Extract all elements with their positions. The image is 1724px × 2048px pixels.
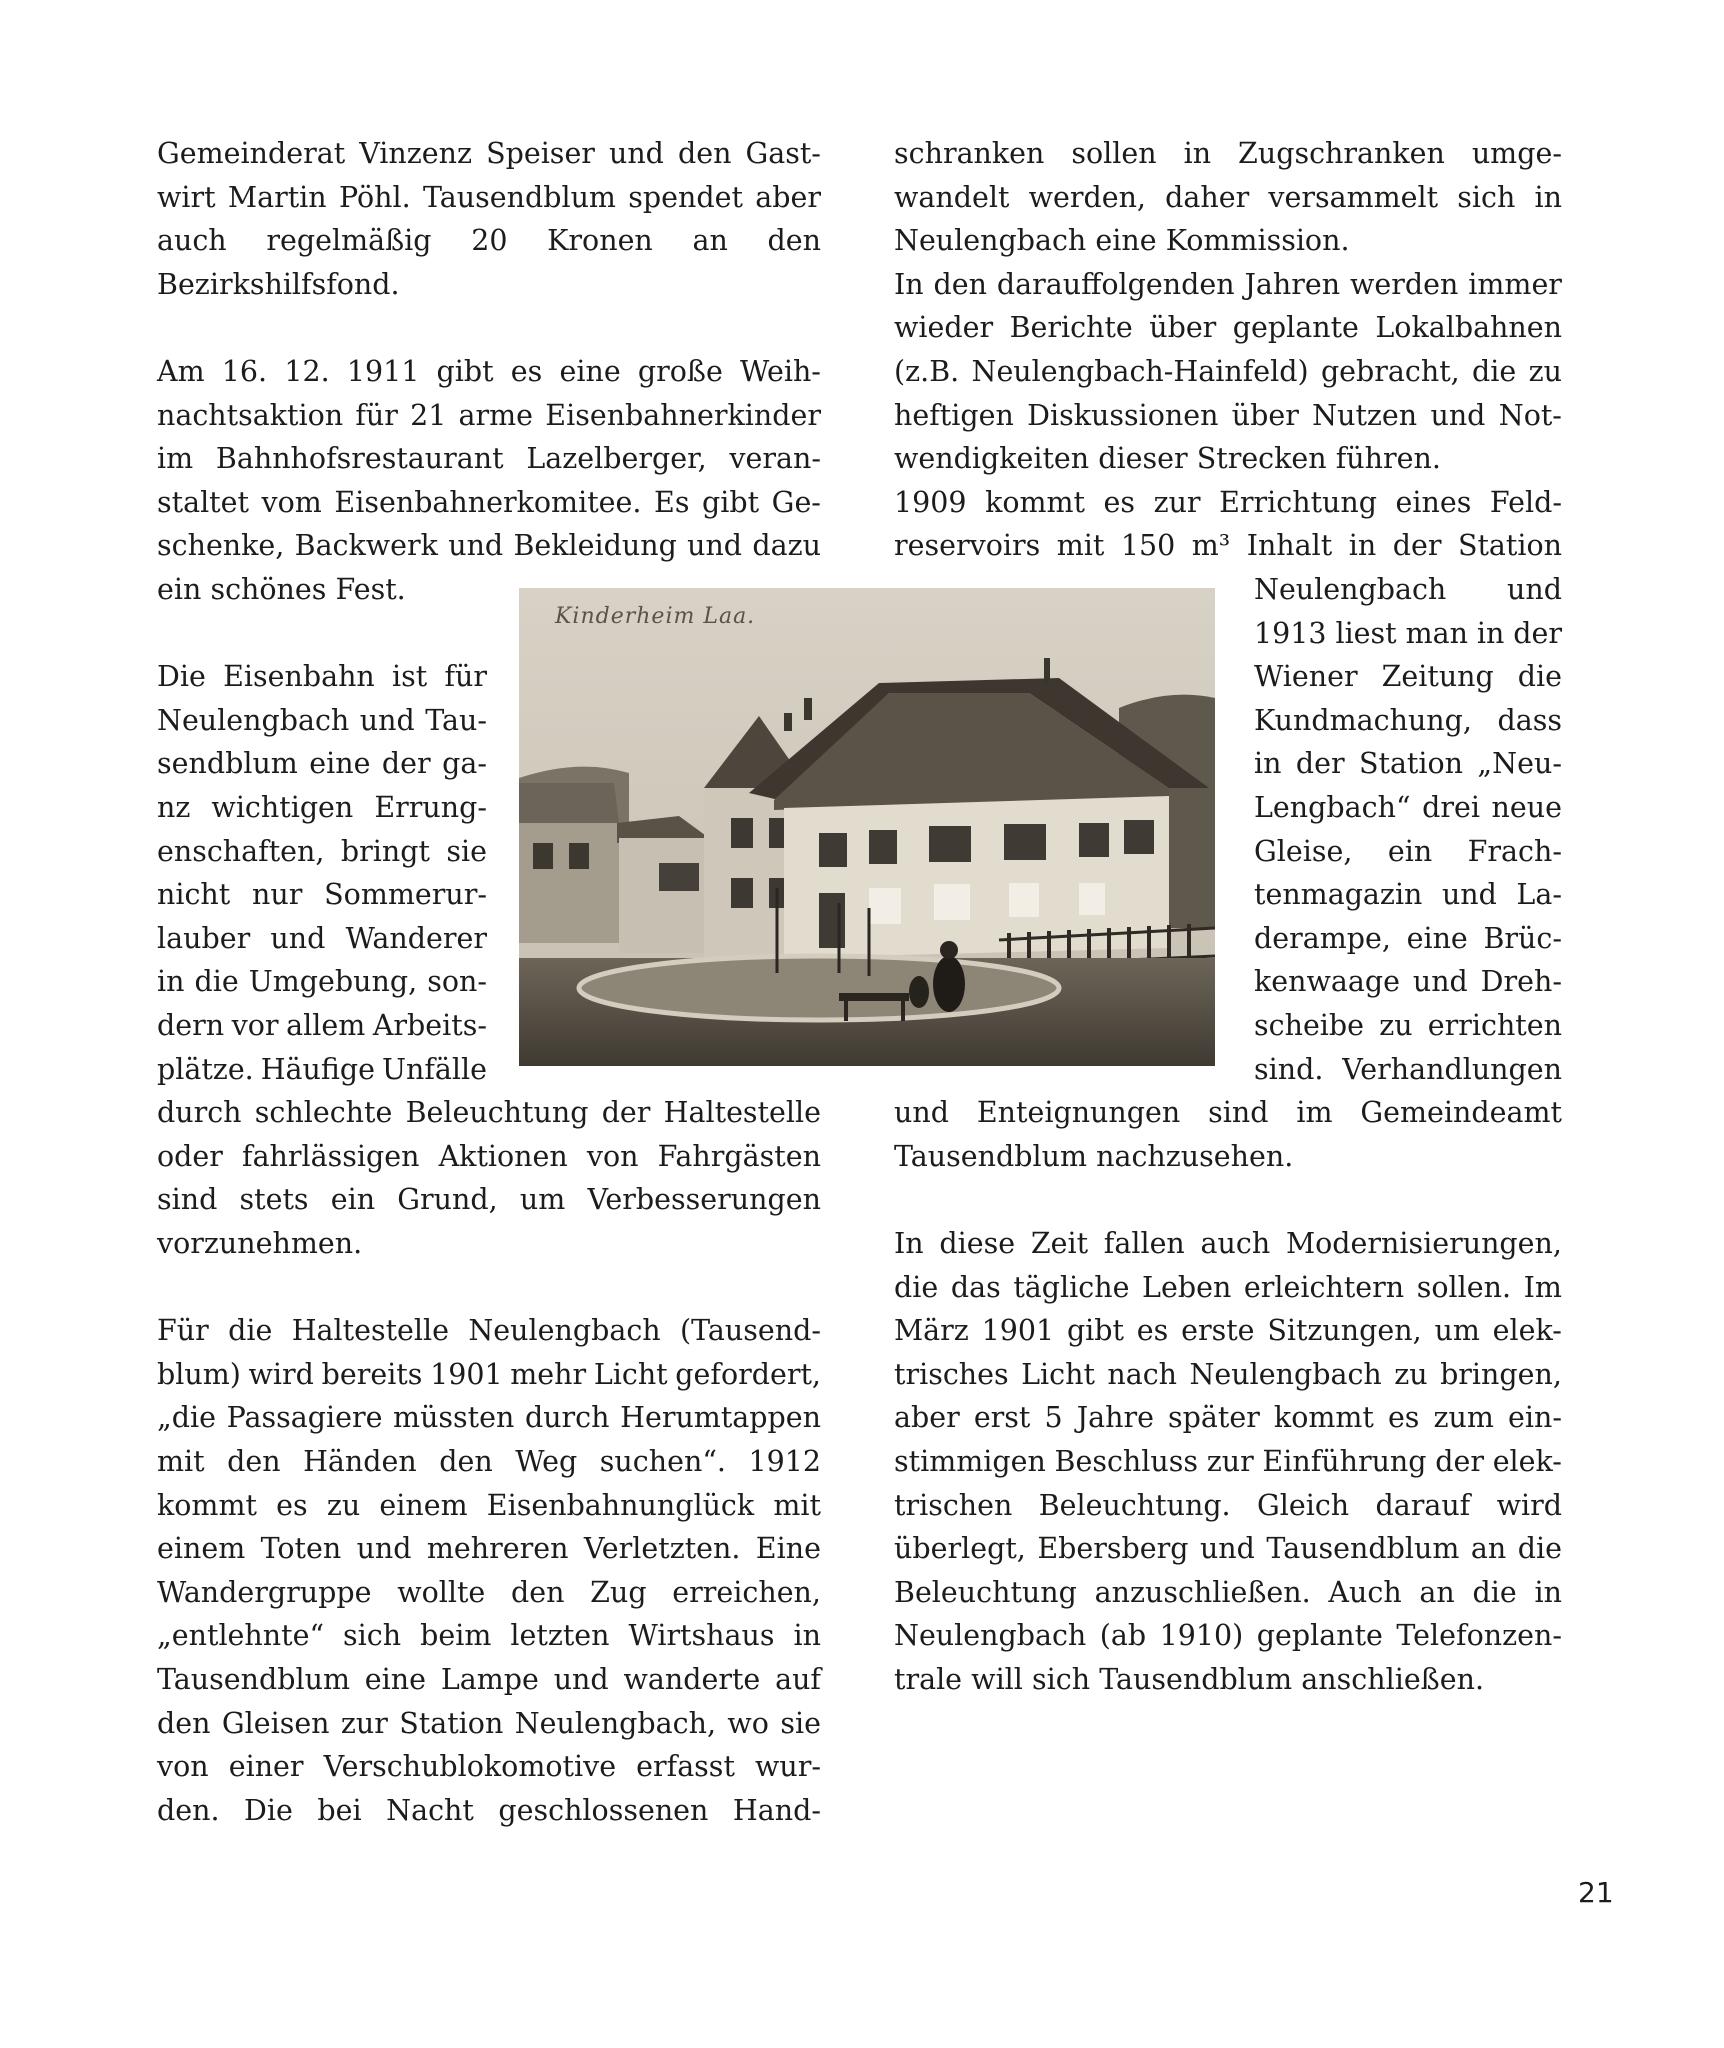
left-text-line: nicht nur Sommerur- [157,878,487,911]
left-text-line: Am 16. 12. 1911 gibt es eine große Weih- [157,355,821,388]
right-text-line: trale will sich Tausendblum anschließen. [894,1663,1485,1696]
left-text-line: Gemeinderat Vinzenz Speiser und den Gast- [157,137,821,170]
right-text-line: schranken sollen in Zugschranken umge- [894,137,1562,170]
left-text-line: nachtsaktion für 21 arme Eisenbahnerkinder [157,399,821,432]
left-text-line: „die Passagiere müssten durch Herumtappen [157,1401,821,1434]
left-text-line: den. Die bei Nacht geschlossenen Hand- [157,1794,821,1827]
left-text-line: durch schlechte Beleuchtung der Haltestelle [157,1096,821,1129]
left-text-line: schenke, Backwerk und Bekleidung und dazu [157,529,821,562]
left-text-line: staltet vom Eisenbahnerkomitee. Es gibt Ge- [157,486,821,519]
left-text-line: Neulengbach und Tau- [157,704,487,737]
right-text-line: reservoirs mit 150 m³ Inhalt in der Station [894,529,1562,562]
right-text-line: In diese Zeit fallen auch Modernisierungen, [894,1227,1562,1260]
right-text-line: wendigkeiten dieser Strecken führen. [894,442,1441,475]
photo-illustration [519,588,1215,1066]
right-text-line: tenmagazin und La- [1254,878,1562,911]
historic-photo-kinderheim [519,588,1215,1066]
right-text-line: in der Station „Neu- [1254,747,1562,780]
right-text-line: trischen Beleuchtung. Gleich darauf wird [894,1489,1562,1522]
left-text-line: Für die Haltestelle Neulengbach (Tausend- [157,1314,821,1347]
left-text-line: blum) wird bereits 1901 mehr Licht gefordert, [157,1358,821,1391]
left-text-line: Wandergruppe wollte den Zug erreichen, [157,1576,821,1609]
right-text-line: Neulengbach und [1254,573,1562,606]
left-text-line: nz wichtigen Errung- [157,791,487,824]
left-text-line: enschaften, bringt sie [157,835,487,868]
left-text-line: „entlehnte“ sich beim letzten Wirtshaus in [157,1619,821,1652]
right-text-line: 1909 kommt es zur Errichtung eines Feld- [894,486,1562,519]
left-text-line: ein schönes Fest. [157,573,406,606]
right-text-line: Lengbach“ drei neue [1254,791,1562,824]
left-text-line: dern vor allem Arbeits- [157,1009,487,1042]
left-text-line: Bezirkshilfsfond. [157,268,400,301]
left-text-line: vorzunehmen. [157,1227,363,1260]
left-text-line: Die Eisenbahn ist für [157,660,487,693]
right-text-line: aber erst 5 Jahre später kommt es zum ein- [894,1401,1562,1434]
right-text-line: Tausendblum nachzusehen. [894,1140,1294,1173]
right-text-line: stimmigen Beschluss zur Einführung der elek- [894,1445,1562,1478]
left-text-line: oder fahrlässigen Aktionen von Fahrgästen [157,1140,821,1173]
right-text-line: In den darauffolgenden Jahren werden immer [894,268,1562,301]
right-text-line: sind. Verhandlungen [1254,1053,1562,1086]
left-text-line: den Gleisen zur Station Neulengbach, wo sie [157,1707,821,1740]
right-text-line: (z.B. Neulengbach-Hainfeld) gebracht, die zu [894,355,1562,388]
left-text-line: plätze. Häufige Unfälle [157,1053,487,1086]
right-text-line: heftigen Diskussionen über Nutzen und Not- [894,399,1562,432]
right-text-line: die das tägliche Leben erleichtern sollen. Im [894,1271,1562,1304]
right-text-line: und Enteignungen sind im Gemeindeamt [894,1096,1562,1129]
left-text-line: wirt Martin Pöhl. Tausendblum spendet aber [157,181,821,214]
right-text-line: März 1901 gibt es erste Sitzungen, um elek- [894,1314,1562,1347]
right-text-line: Neulengbach eine Kommission. [894,224,1350,257]
right-text-line: kenwaage und Dreh- [1254,965,1562,998]
left-text-line: sendblum eine der ga- [157,747,487,780]
right-text-line: trisches Licht nach Neulengbach zu bringen, [894,1358,1562,1391]
page-number: 21 [1578,1876,1614,1909]
left-text-line: mit den Händen den Weg suchen“. 1912 [157,1445,821,1478]
left-text-line: im Bahnhofsrestaurant Lazelberger, veran- [157,442,821,475]
left-text-line: kommt es zu einem Eisenbahnunglück mit [157,1489,821,1522]
right-text-line: Gleise, ein Frach- [1254,835,1562,868]
right-text-line: 1913 liest man in der [1254,617,1562,650]
left-text-line: in die Umgebung, son- [157,965,487,998]
left-text-line: lauber und Wanderer [157,922,487,955]
right-text-line: Neulengbach (ab 1910) geplante Telefonzen- [894,1619,1562,1652]
left-text-line: Tausendblum eine Lampe und wanderte auf [157,1663,821,1696]
left-text-line: einem Toten und mehreren Verletzten. Eine [157,1532,821,1565]
right-text-line: scheibe zu errichten [1254,1009,1562,1042]
photo-caption: Kinderheim Laa. [555,604,756,629]
right-text-line: wieder Berichte über geplante Lokalbahnen [894,311,1562,344]
right-text-line: Beleuchtung anzuschließen. Auch an die in [894,1576,1562,1609]
right-text-line: derampe, eine Brüc- [1254,922,1562,955]
right-text-line: wandelt werden, daher versammelt sich in [894,181,1562,214]
left-text-line: auch regelmäßig 20 Kronen an den [157,224,821,257]
right-text-line: Kundmachung, dass [1254,704,1562,737]
left-text-line: von einer Verschublokomotive erfasst wur- [157,1750,821,1783]
right-text-line: überlegt, Ebersberg und Tausendblum an die [894,1532,1562,1565]
right-text-line: Wiener Zeitung die [1254,660,1562,693]
left-text-line: sind stets ein Grund, um Verbesserungen [157,1183,821,1216]
